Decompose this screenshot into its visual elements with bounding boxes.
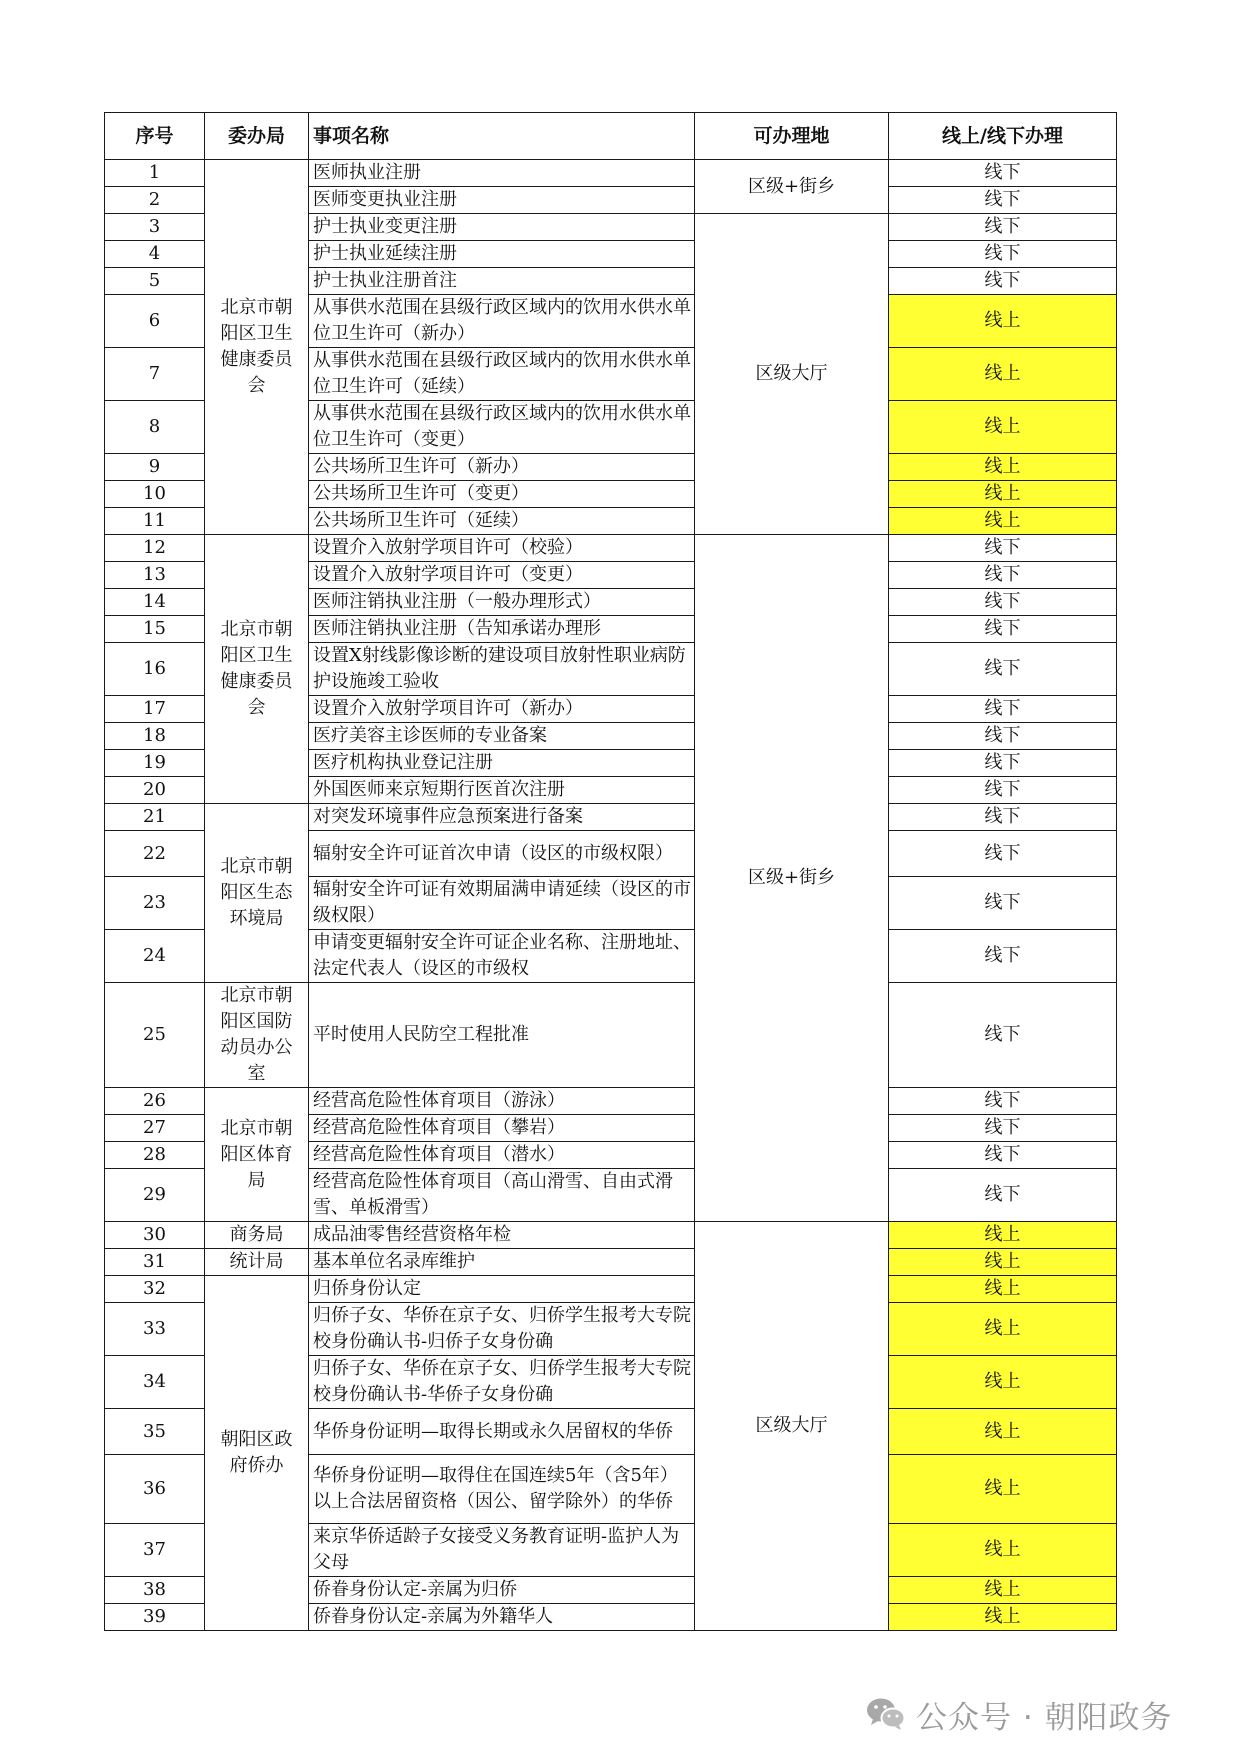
cell-item-name: 医疗美容主诊医师的专业备案 [309, 723, 695, 750]
cell-item-name: 辐射安全许可证首次申请（设区的市级权限） [309, 831, 695, 877]
cell-no: 19 [105, 750, 205, 777]
table-row [105, 804, 1117, 831]
cell-department: 商务局 [205, 1222, 309, 1249]
cell-item-name: 护士执业延续注册 [309, 241, 695, 268]
cell-handling-mode: 线上 [889, 348, 1117, 401]
cell-item-name: 从事供水范围在县级行政区域内的饮用水供水单位卫生许可（新办） [309, 295, 695, 348]
cell-handling-mode: 线上 [889, 401, 1117, 454]
cell-item-name: 公共场所卫生许可（变更） [309, 481, 695, 508]
service-items-table [104, 112, 1117, 1631]
cell-item-name: 基本单位名录库维护 [309, 1249, 695, 1276]
cell-department: 北京市朝 阳区生态 环境局 [205, 804, 309, 983]
cell-handling-mode: 线下 [889, 831, 1117, 877]
cell-department: 北京市朝 阳区国防 动员办公 室 [205, 983, 309, 1088]
cell-no: 6 [105, 295, 205, 348]
cell-handling-mode: 线上 [889, 1524, 1117, 1577]
cell-handling-mode: 线下 [889, 983, 1117, 1088]
cell-handling-mode: 线下 [889, 723, 1117, 750]
cell-handling-mode: 线下 [889, 930, 1117, 983]
cell-no: 13 [105, 562, 205, 589]
cell-no: 37 [105, 1524, 205, 1577]
cell-no: 22 [105, 831, 205, 877]
cell-item-name: 华侨身份证明—取得长期或永久居留权的华侨 [309, 1409, 695, 1455]
table-row [105, 1088, 1117, 1115]
cell-item-name: 来京华侨适龄子女接受义务教育证明-监护人为父母 [309, 1524, 695, 1577]
cell-handling-mode: 线下 [889, 562, 1117, 589]
cell-handling-mode: 线下 [889, 214, 1117, 241]
cell-no: 27 [105, 1115, 205, 1142]
cell-handling-mode: 线上 [889, 454, 1117, 481]
cell-no: 9 [105, 454, 205, 481]
cell-no: 21 [105, 804, 205, 831]
cell-item-name: 外国医师来京短期行医首次注册 [309, 777, 695, 804]
header-dept: 委办局 [205, 113, 309, 160]
cell-handling-mode: 线上 [889, 1577, 1117, 1604]
cell-no: 31 [105, 1249, 205, 1276]
cell-item-name: 经营高危险性体育项目（潜水） [309, 1142, 695, 1169]
cell-handling-mode: 线下 [889, 160, 1117, 187]
cell-item-name: 辐射安全许可证有效期届满申请延续（设区的市级权限） [309, 877, 695, 930]
cell-item-name: 侨眷身份认定-亲属为外籍华人 [309, 1604, 695, 1631]
cell-no: 7 [105, 348, 205, 401]
cell-handling-mode: 线上 [889, 1604, 1117, 1631]
cell-no: 26 [105, 1088, 205, 1115]
cell-no: 35 [105, 1409, 205, 1455]
cell-no: 24 [105, 930, 205, 983]
header-mode: 线上/线下办理 [889, 113, 1117, 160]
cell-item-name: 医师执业注册 [309, 160, 695, 187]
table-row [105, 1249, 1117, 1276]
cell-handling-mode: 线下 [889, 1142, 1117, 1169]
cell-department: 朝阳区政 府侨办 [205, 1276, 309, 1631]
cell-department: 北京市朝 阳区卫生 健康委员 会 [205, 535, 309, 804]
cell-no: 18 [105, 723, 205, 750]
cell-no: 1 [105, 160, 205, 187]
cell-department: 北京市朝 阳区体育 局 [205, 1088, 309, 1222]
wechat-icon [866, 1697, 906, 1731]
cell-handling-mode: 线下 [889, 750, 1117, 777]
cell-handling-mode: 线下 [889, 877, 1117, 930]
cell-item-name: 护士执业注册首注 [309, 268, 695, 295]
header-no: 序号 [105, 113, 205, 160]
cell-item-name: 平时使用人民防空工程批准 [309, 983, 695, 1088]
cell-no: 23 [105, 877, 205, 930]
cell-item-name: 对突发环境事件应急预案进行备案 [309, 804, 695, 831]
table-row [105, 983, 1117, 1088]
cell-no: 16 [105, 643, 205, 696]
cell-handling-mode: 线上 [889, 1455, 1117, 1524]
cell-item-name: 申请变更辐射安全许可证企业名称、注册地址、法定代表人（设区的市级权 [309, 930, 695, 983]
cell-item-name: 医疗机构执业登记注册 [309, 750, 695, 777]
cell-no: 20 [105, 777, 205, 804]
cell-item-name: 归侨子女、华侨在京子女、归侨学生报考大专院校身份确认书-华侨子女身份确 [309, 1356, 695, 1409]
cell-no: 33 [105, 1303, 205, 1356]
header-name: 事项名称 [309, 113, 695, 160]
cell-handling-mode: 线上 [889, 508, 1117, 535]
cell-no: 4 [105, 241, 205, 268]
cell-no: 2 [105, 187, 205, 214]
cell-handling-mode: 线上 [889, 1356, 1117, 1409]
cell-handling-mode: 线下 [889, 804, 1117, 831]
cell-handling-mode: 线上 [889, 295, 1117, 348]
table-header-row [105, 113, 1117, 160]
cell-location: 区级+街乡 [695, 535, 889, 1222]
cell-department: 北京市朝 阳区卫生 健康委员 会 [205, 160, 309, 535]
cell-no: 11 [105, 508, 205, 535]
cell-no: 3 [105, 214, 205, 241]
cell-item-name: 医师变更执业注册 [309, 187, 695, 214]
cell-item-name: 从事供水范围在县级行政区域内的饮用水供水单位卫生许可（延续） [309, 348, 695, 401]
watermark-text: 公众号 · 朝阳政务 [916, 1699, 1173, 1736]
cell-handling-mode: 线下 [889, 187, 1117, 214]
cell-item-name: 归侨身份认定 [309, 1276, 695, 1303]
cell-no: 29 [105, 1169, 205, 1222]
cell-handling-mode: 线下 [889, 777, 1117, 804]
cell-no: 34 [105, 1356, 205, 1409]
cell-item-name: 公共场所卫生许可（延续） [309, 508, 695, 535]
cell-item-name: 成品油零售经营资格年检 [309, 1222, 695, 1249]
table-row [105, 1276, 1117, 1303]
cell-handling-mode: 线下 [889, 535, 1117, 562]
cell-item-name: 经营高危险性体育项目（游泳） [309, 1088, 695, 1115]
cell-item-name: 归侨子女、华侨在京子女、归侨学生报考大专院校身份确认书-归侨子女身份确 [309, 1303, 695, 1356]
cell-item-name: 华侨身份证明—取得住在国连续5年（含5年）以上合法居留资格（因公、留学除外）的华侨 [309, 1455, 695, 1524]
cell-location: 区级大厅 [695, 1222, 889, 1631]
cell-item-name: 护士执业变更注册 [309, 214, 695, 241]
cell-handling-mode: 线下 [889, 643, 1117, 696]
cell-item-name: 设置介入放射学项目许可（校验） [309, 535, 695, 562]
cell-item-name: 公共场所卫生许可（新办） [309, 454, 695, 481]
cell-no: 36 [105, 1455, 205, 1524]
cell-item-name: 从事供水范围在县级行政区域内的饮用水供水单位卫生许可（变更） [309, 401, 695, 454]
cell-item-name: 设置介入放射学项目许可（新办） [309, 696, 695, 723]
table-body [105, 160, 1117, 1631]
table-row [105, 1222, 1117, 1249]
cell-no: 32 [105, 1276, 205, 1303]
cell-handling-mode: 线上 [889, 1303, 1117, 1356]
table-row [105, 535, 1117, 562]
cell-handling-mode: 线上 [889, 1409, 1117, 1455]
cell-no: 38 [105, 1577, 205, 1604]
cell-location: 区级大厅 [695, 214, 889, 535]
cell-item-name: 医师注销执业注册（一般办理形式） [309, 589, 695, 616]
cell-no: 30 [105, 1222, 205, 1249]
cell-no: 8 [105, 401, 205, 454]
cell-handling-mode: 线下 [889, 696, 1117, 723]
header-place: 可办理地 [695, 113, 889, 160]
cell-handling-mode: 线下 [889, 1169, 1117, 1222]
cell-no: 15 [105, 616, 205, 643]
cell-item-name: 设置介入放射学项目许可（变更） [309, 562, 695, 589]
table-row [105, 160, 1117, 187]
cell-handling-mode: 线上 [889, 1249, 1117, 1276]
cell-no: 39 [105, 1604, 205, 1631]
cell-handling-mode: 线下 [889, 616, 1117, 643]
cell-handling-mode: 线下 [889, 1088, 1117, 1115]
cell-item-name: 经营高危险性体育项目（高山滑雪、自由式滑雪、单板滑雪） [309, 1169, 695, 1222]
cell-item-name: 经营高危险性体育项目（攀岩） [309, 1115, 695, 1142]
cell-handling-mode: 线下 [889, 589, 1117, 616]
cell-handling-mode: 线上 [889, 1276, 1117, 1303]
cell-location: 区级+街乡 [695, 160, 889, 214]
watermark [866, 1694, 1173, 1734]
cell-no: 14 [105, 589, 205, 616]
cell-no: 28 [105, 1142, 205, 1169]
cell-item-name: 医师注销执业注册（告知承诺办理形 [309, 616, 695, 643]
cell-handling-mode: 线上 [889, 481, 1117, 508]
cell-item-name: 设置X射线影像诊断的建设项目放射性职业病防护设施竣工验收 [309, 643, 695, 696]
cell-no: 5 [105, 268, 205, 295]
cell-no: 12 [105, 535, 205, 562]
cell-handling-mode: 线下 [889, 241, 1117, 268]
cell-handling-mode: 线上 [889, 1222, 1117, 1249]
cell-no: 25 [105, 983, 205, 1088]
cell-item-name: 侨眷身份认定-亲属为归侨 [309, 1577, 695, 1604]
cell-department: 统计局 [205, 1249, 309, 1276]
cell-no: 10 [105, 481, 205, 508]
cell-handling-mode: 线下 [889, 268, 1117, 295]
cell-handling-mode: 线下 [889, 1115, 1117, 1142]
cell-no: 17 [105, 696, 205, 723]
